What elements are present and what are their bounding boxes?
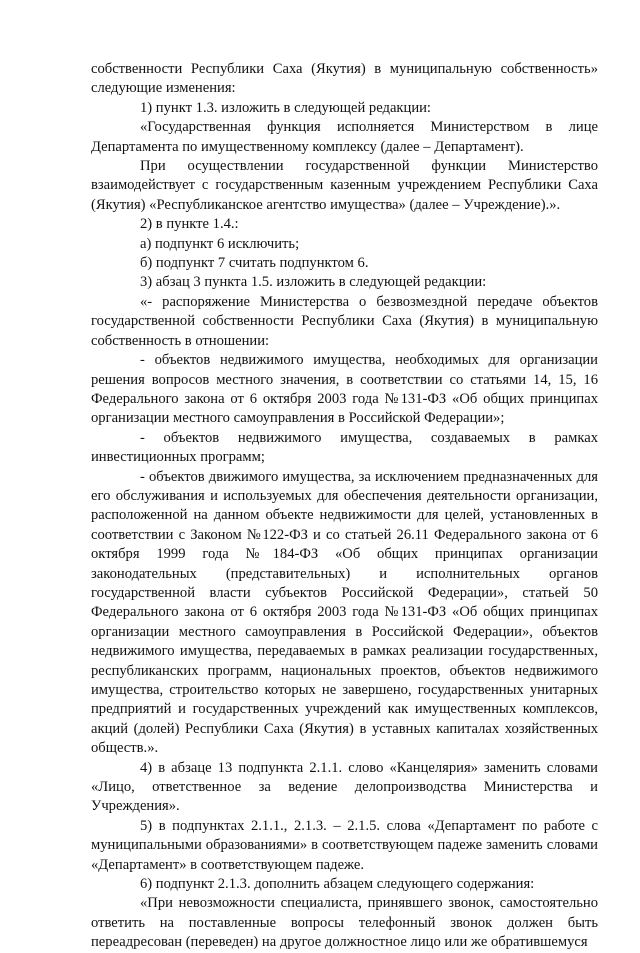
paragraph-4: При осуществлении государственной функции Министерство взаимодействует с государственным казенным учреждением Республики Саха (Якутия) «Республиканское агентство имущества» (далее – Учреждение).». (91, 158, 598, 213)
paragraph-11: - объектов недвижимого имущества, создаваемых в рамках инвестиционных программ; (91, 429, 598, 466)
paragraph-13: 4) в абзаце 13 подпункта 2.1.1. слово «Канцелярия» заменить словами «Лицо, ответственное за ведение делопроизводства Министерства и Учреждения». (91, 759, 598, 815)
paragraph-10: - объектов недвижимого имущества, необходимых для организации решения вопросов местного значения, в соответствии со статьями 14, 15, 16 Федерального закона от 6 октября 2003 года №131-ФЗ «Об общих принципах организации местного самоуправления в Российской Федерации»; (91, 352, 598, 427)
paragraph-5: 2) в пункте 1.4.: (140, 216, 239, 233)
paragraph-1: собственности Республики Саха (Якутия) в муниципальную собственность» следующие изменения: (91, 61, 598, 97)
paragraph-14: 5) в подпунктах 2.1.1., 2.1.3. – 2.1.5. слова «Департамент по работе с муниципальными образованиями» в соответствующем падеже заменить словами «Департамент» в соответствующем падеже. (91, 817, 598, 873)
paragraph-6: а) подпункт 6 исключить; (140, 235, 300, 252)
paragraph-8: 3) абзац 3 пункта 1.5. изложить в следующей редакции: (140, 274, 487, 291)
paragraph-2: 1) пункт 1.3. изложить в следующей редакции: (140, 99, 431, 116)
paragraph-3: «Государственная функция исполняется Министерством в лице Департамента по имущественному комплексу (далее – Департамент). (91, 119, 598, 155)
paragraph-7: б) подпункт 7 считать подпунктом 6. (140, 255, 369, 272)
paragraph-16: «При невозможности специалиста, принявшего звонок, самостоятельно ответить на поставленные вопросы телефонный звонок должен быть переадресован (переведен) на другое должностное лицо или же обратившемуся (91, 895, 598, 951)
document-page (91, 60, 598, 953)
paragraph-12: - объектов движимого имущества, за исключением предназначенных для его обслуживания и используемых для обеспечения деятельности организации, расположенной на данном объекте недвижимости для целей, установленных в соответствии с Законом №122-ФЗ и со статьей 26.11 Федерального закона от 6 октября 1999 года №184-ФЗ «Об общих принципах организации законодательных (представительных) и исполнительных органов государственной власти субъектов Российской Федерации», статьей 50 Федерального закона от 6 октября 2003 года №131-ФЗ «Об общих принципах организации местного самоуправления в Российской Федерации», объектов недвижимого имущества, передаваемых в рамках реализации государственных, республиканских программ, национальных проектов, объектов недвижимого имущества, строительство которых не завершено, государственных унитарных предприятий и государственных учреждений как имущественных комплексов, акций (долей) Республики Саха (Якутия) в уставных капиталах хозяйственных обществ.». (91, 468, 598, 757)
paragraph-15: 6) подпункт 2.1.3. дополнить абзацем следующего содержания: (140, 876, 535, 893)
paragraph-9: «- распоряжение Министерства о безвозмездной передаче объектов государственной собственности Республики Саха (Якутия) в муниципальную собственность в отношении: (91, 293, 598, 349)
